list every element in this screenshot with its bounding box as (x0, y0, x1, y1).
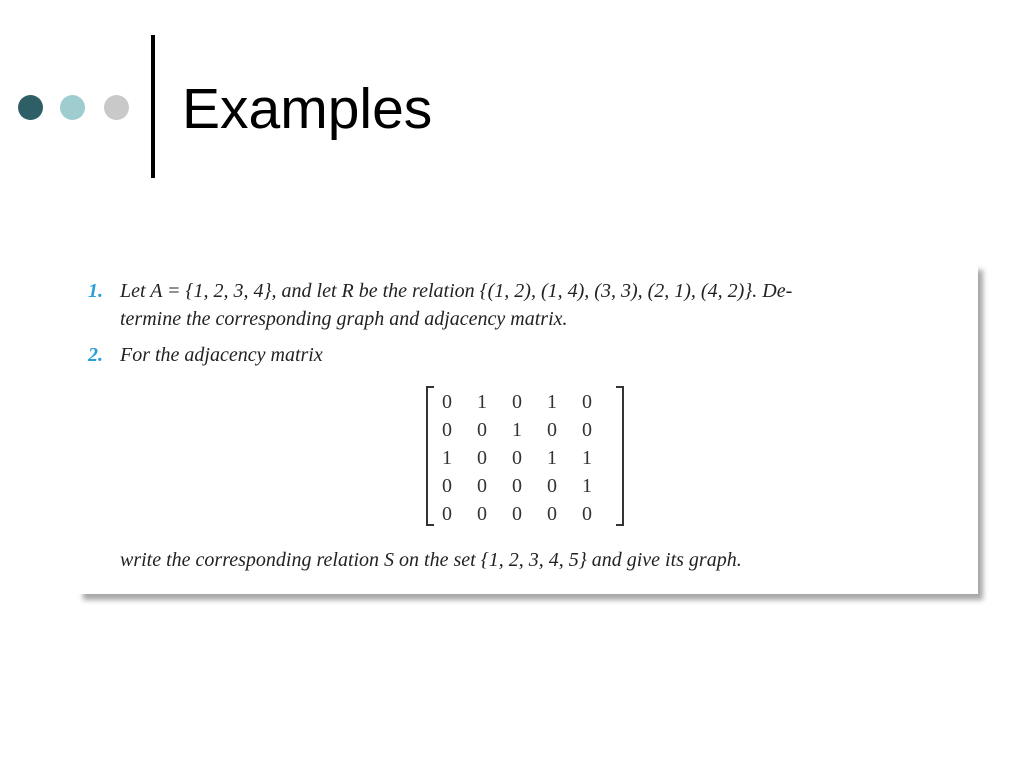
bullet-dot-gray (104, 95, 129, 120)
matrix-cell: 0 (512, 447, 522, 469)
matrix-cell: 0 (442, 391, 452, 413)
problem-2-number: 2. (88, 344, 103, 366)
problem-1 (88, 277, 958, 333)
matrix-cell: 0 (477, 475, 487, 497)
problem-1-line-1: Let A = {1, 2, 3, 4}, and let R be the relation {(1, 2), (1, 4), (3, 3), (2, 1), (4, 2)}. De- (120, 280, 793, 302)
matrix-cell: 0 (442, 503, 452, 525)
matrix-cell: 0 (442, 419, 452, 441)
matrix-cell: 0 (512, 391, 522, 413)
matrix-cell: 0 (582, 419, 592, 441)
matrix-cell: 1 (582, 475, 592, 497)
matrix-cell: 0 (582, 503, 592, 525)
matrix-cell: 0 (512, 475, 522, 497)
problem-1-text (120, 277, 958, 333)
matrix-cell: 0 (442, 475, 452, 497)
slide-title: Examples (182, 77, 433, 141)
matrix-cell: 0 (547, 503, 557, 525)
adjacency-matrix (426, 386, 624, 528)
problem-2-closing: write the corresponding relation S on the set {1, 2, 3, 4, 5} and give its graph. (120, 549, 742, 571)
problem-1-line-2: termine the corresponding graph and adjacency matrix. (120, 308, 568, 330)
problem-2 (88, 341, 958, 369)
bullet-dot-light (60, 95, 85, 120)
bullet-dot-dark (18, 95, 43, 120)
matrix-cell: 1 (477, 391, 487, 413)
matrix-cell: 0 (477, 447, 487, 469)
problem-1-number: 1. (88, 280, 103, 302)
problem-2-intro: For the adjacency matrix (120, 344, 323, 366)
matrix-cell: 1 (442, 447, 452, 469)
matrix-cell: 1 (512, 419, 522, 441)
matrix-left-bracket (426, 386, 434, 526)
matrix-cell: 0 (512, 503, 522, 525)
matrix-right-bracket (616, 386, 624, 526)
matrix-cell: 0 (477, 503, 487, 525)
matrix-cell: 0 (547, 419, 557, 441)
exercise-panel (78, 264, 978, 594)
matrix-cell: 0 (582, 391, 592, 413)
title-divider (151, 35, 155, 178)
matrix-cell: 1 (547, 391, 557, 413)
matrix-grid (442, 388, 617, 528)
matrix-cell: 1 (582, 447, 592, 469)
matrix-cell: 0 (547, 475, 557, 497)
matrix-cell: 0 (477, 419, 487, 441)
matrix-cell: 1 (547, 447, 557, 469)
